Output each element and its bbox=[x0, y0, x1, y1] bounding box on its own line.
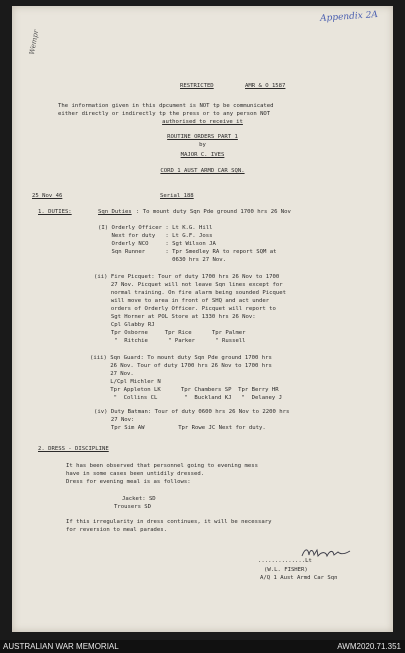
notice-line-1: The information given in this dpcument is NOT tp be communicated bbox=[58, 103, 274, 109]
notice-line-3: authorised to receive it bbox=[162, 119, 243, 125]
serial-number: Serial 188 bbox=[160, 193, 194, 199]
dress-paragraph-line: It has been observed that personnel going to evening mess bbox=[66, 463, 258, 469]
dress-paragraph-line: have in some cases been untidily dressed. bbox=[66, 471, 205, 477]
picquet-line: orders of Orderly Officer. Picquet will report to bbox=[94, 306, 276, 312]
dress-warning-line: If this irregularity in dress continues, it will be necessary bbox=[66, 519, 272, 525]
picquet-line: will move to area in front of SHQ and act under bbox=[94, 298, 270, 304]
signature-line: ..............Lt bbox=[258, 558, 312, 564]
guard-line: Tpr Appleton LK Tpr Chambers SP Tpr Berry HR bbox=[90, 387, 279, 393]
archive-name: AUSTRALIAN WAR MEMORIAL bbox=[3, 642, 119, 651]
batman-line: Tpr Sim AW Tpr Rowe JC Next for duty. bbox=[94, 425, 266, 431]
sqn-duties-label: Sqn Duties bbox=[98, 209, 132, 215]
duty-line: Next for duty : Lt G.F. Joss bbox=[98, 233, 213, 239]
picquet-line: " Ritchie " Parker " Russell bbox=[94, 338, 246, 344]
notice-line-2: either directly or indirectly tp the press or to any person NOT bbox=[58, 111, 271, 117]
duty-line: Sqn Runner : Tpr Smedley RA to report SQM at bbox=[98, 249, 277, 255]
dress-warning-line: for reversion to meal parades. bbox=[66, 527, 168, 533]
signatory-name: (W.L. FISHER) bbox=[264, 567, 308, 573]
dress-trousers: Trousers SD bbox=[114, 504, 152, 510]
appendix-handwritten-note: Appendix 2A bbox=[319, 9, 379, 25]
dress-paragraph-line: Dress for evening meal is as follows: bbox=[66, 479, 191, 485]
order-reference: AMR & O 1587 bbox=[245, 83, 286, 89]
guard-line: " Collins CL " Buckland KJ " Delaney J bbox=[90, 395, 282, 401]
margin-handwritten-note: Wempr bbox=[28, 29, 41, 56]
sqn-duties-text: : To mount duty Sqn Pde ground 1700 hrs 26 Nov bbox=[136, 209, 291, 215]
dress-jacket: Jacket: SD bbox=[122, 496, 156, 502]
picquet-line: Cpl Glabby RJ bbox=[94, 322, 155, 328]
guard-line: (iii) Sqn Guard: To mount duty Sqn Pde ground 1700 hrs bbox=[90, 355, 272, 361]
guard-line: 27 Nov. bbox=[90, 371, 134, 377]
picquet-line: Sgt Horner at POL Store at 1330 hrs 26 Nov: bbox=[94, 314, 256, 320]
duty-line: Orderly NCO : Sgt Wilson JA bbox=[98, 241, 216, 247]
document-page bbox=[12, 6, 393, 632]
commanding-officer: MAJOR C. IVES bbox=[180, 152, 225, 158]
picquet-line: normal training. On fire alarm being sounded Picquet bbox=[94, 290, 286, 296]
batman-line: 27 Nov: bbox=[94, 417, 135, 423]
guard-line: L/Cpl Michler N bbox=[90, 379, 161, 385]
dress-heading: 2. DRESS - DISCIPLINE bbox=[38, 446, 109, 452]
duties-heading: 1. DUTIES: bbox=[38, 209, 72, 215]
signatory-role: A/Q 1 Aust Armd Car Sqn bbox=[260, 575, 338, 581]
duty-line: 0630 hrs 27 Nov. bbox=[98, 257, 226, 263]
batman-line: (iv) Duty Batman: Tour of duty 0600 hrs 26 Nov to 2200 hrs bbox=[94, 409, 290, 415]
unit-name: CORD 1 AUST ARMD CAR SQN. bbox=[160, 168, 245, 174]
guard-line: 26 Nov. Tour of duty 1700 hrs 26 Nov to 1700 hrs bbox=[90, 363, 272, 369]
order-date: 25 Nov 46 bbox=[32, 193, 63, 199]
picquet-line: 27 Nov. Picquet will not leave Sqn lines except for bbox=[94, 282, 283, 288]
picquet-line: Tpr Osborne Tpr Rice Tpr Palmer bbox=[94, 330, 246, 336]
orders-by: by bbox=[199, 142, 206, 148]
restricted-label: RESTRICTED bbox=[180, 83, 214, 89]
duty-line: (I) Orderly Officer : Lt K.G. Hill bbox=[98, 225, 213, 231]
orders-title: ROUTINE ORDERS PART 1 bbox=[167, 134, 238, 140]
picquet-line: (ii) Fire Picquet: Tour of duty 1700 hrs 26 Nov to 1700 bbox=[94, 274, 280, 280]
accession-number: AWM2020.71.351 bbox=[337, 642, 401, 651]
archive-footer bbox=[0, 640, 405, 653]
